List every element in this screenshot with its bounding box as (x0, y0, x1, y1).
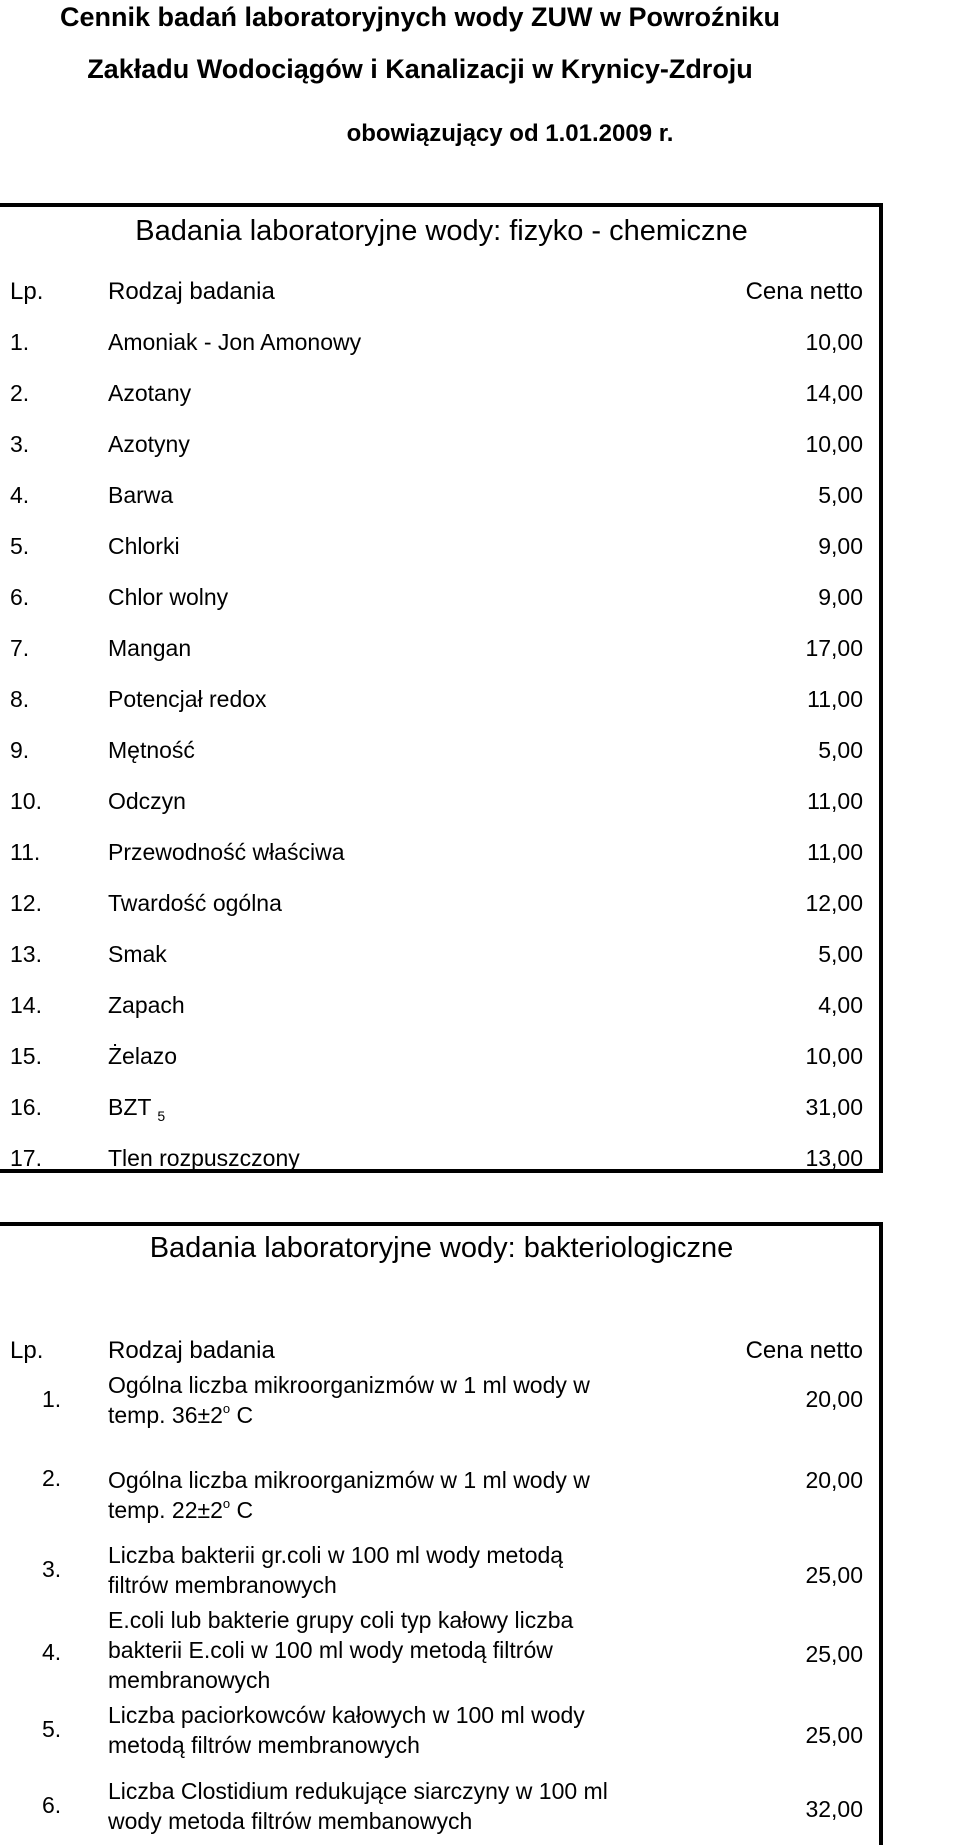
table-row (0, 1082, 883, 1133)
row-price: 32,00 (805, 1796, 863, 1822)
row-name (108, 1605, 728, 1695)
row-price: 25,00 (805, 1562, 863, 1588)
column-lp: Lp. (10, 1337, 44, 1364)
table-row (0, 1133, 883, 1184)
row-name: Odczyn (108, 788, 186, 814)
row-name: Żelazo (108, 1043, 178, 1069)
row-name-text: temp. 22±2 (108, 1497, 223, 1523)
row-name: Mangan (108, 635, 192, 661)
row-lp: 17. (10, 1145, 42, 1171)
row-name-text: C (230, 1402, 254, 1428)
row-price: 20,00 (805, 1467, 863, 1493)
row-lp: 1. (42, 1386, 62, 1412)
table-row (0, 674, 883, 725)
row-price: 10,00 (805, 431, 863, 457)
bacterio-column-headers (0, 1325, 883, 1376)
row-name-line: Liczba Clostidium redukujące siarczyny w 100 ml (108, 1778, 608, 1804)
row-lp: 9. (10, 737, 30, 763)
row-name: Potencjał redox (108, 686, 267, 712)
row-lp: 4. (42, 1639, 62, 1665)
row-name-text: C (230, 1497, 254, 1523)
table-row (0, 827, 883, 878)
column-price: Cena netto (745, 1337, 863, 1364)
row-lp: 14. (10, 992, 42, 1018)
row-name-line: membranowych (108, 1667, 271, 1693)
row-lp: 10. (10, 788, 42, 814)
table-row (0, 623, 883, 674)
row-price: 11,00 (807, 686, 863, 712)
row-lp: 2. (10, 380, 30, 406)
physchem-title: Badania laboratoryjne wody: fizyko - chemiczne (135, 215, 748, 247)
row-name (108, 1465, 728, 1529)
row-lp: 16. (10, 1094, 42, 1120)
row-name-line: Liczba paciorkowców kałowych w 100 ml wody (108, 1702, 585, 1728)
row-lp: 2. (42, 1465, 62, 1491)
row-price: 31,00 (805, 1094, 863, 1120)
row-name-line: Ogólna liczba mikroorganizmów w 1 ml wody w (108, 1467, 590, 1493)
column-price: Cena netto (745, 278, 863, 305)
row-price: 5,00 (818, 482, 863, 508)
row-price: 9,00 (818, 584, 863, 610)
row-lp: 4. (10, 482, 30, 508)
row-price: 10,00 (805, 1043, 863, 1069)
row-name (108, 1776, 728, 1836)
row-name-text: BZT (108, 1094, 152, 1120)
row-lp: 3. (10, 431, 30, 457)
row-lp: 5. (42, 1716, 62, 1742)
row-name-line: wody metoda filtrów membanowych (108, 1808, 473, 1834)
row-price: 14,00 (805, 380, 863, 406)
row-price: 17,00 (805, 635, 863, 661)
row-price: 13,00 (805, 1145, 863, 1171)
row-lp: 7. (10, 635, 30, 661)
degree-superscript: o (222, 1496, 231, 1511)
row-name: Azotyny (108, 431, 190, 457)
document-title: Cennik badań laboratoryjnych wody ZUW w Powroźniku (59, 2, 781, 32)
row-name (108, 1370, 728, 1434)
table-row (0, 521, 883, 572)
row-price: 10,00 (805, 329, 863, 355)
column-lp: Lp. (10, 278, 44, 305)
document-subtitle: Zakładu Wodociągów i Kanalizacji w Krynicy-Zdroju (87, 54, 753, 84)
row-name: Chlorki (108, 533, 180, 559)
row-name: Mętność (108, 737, 195, 763)
column-name: Rodzaj badania (108, 278, 275, 305)
row-name: Amoniak - Jon Amonowy (108, 329, 362, 355)
row-price: 11,00 (807, 839, 863, 865)
row-price: 9,00 (818, 533, 863, 559)
row-price: 5,00 (818, 941, 863, 967)
row-lp: 6. (10, 584, 30, 610)
row-price: 25,00 (805, 1722, 863, 1748)
row-name: Smak (108, 941, 167, 967)
row-name: Przewodność właściwa (108, 839, 345, 865)
validity-date: obowiązujący od 1.01.2009 r. (346, 120, 674, 147)
row-lp: 12. (10, 890, 42, 916)
row-name: Chlor wolny (108, 584, 229, 610)
row-name (108, 1540, 728, 1600)
table-row (0, 317, 883, 368)
row-lp: 3. (42, 1556, 62, 1582)
table-row (0, 419, 883, 470)
table-row (0, 929, 883, 980)
row-lp: 13. (10, 941, 42, 967)
row-name (108, 1094, 166, 1124)
row-price: 5,00 (818, 737, 863, 763)
row-name-line: metodą filtrów membranowych (108, 1732, 420, 1758)
table-row (0, 878, 883, 929)
row-name-line: Ogólna liczba mikroorganizmów w 1 ml wody w (108, 1372, 590, 1398)
table-row (0, 1031, 883, 1082)
row-price: 12,00 (805, 890, 863, 916)
row-name-line: filtrów membranowych (108, 1572, 337, 1598)
row-name-line: Liczba bakterii gr.coli w 100 ml wody metodą (108, 1542, 564, 1568)
table-row (0, 572, 883, 623)
column-name: Rodzaj badania (108, 1337, 275, 1364)
row-lp: 15. (10, 1043, 42, 1069)
row-name: Barwa (108, 482, 174, 508)
row-name: Twardość ogólna (108, 890, 282, 916)
row-name-text: temp. 36±2 (108, 1402, 223, 1428)
row-name-line: bakterii E.coli w 100 ml wody metodą filtrów (108, 1637, 553, 1663)
row-lp: 1. (10, 329, 30, 355)
table-row (0, 470, 883, 521)
table-row (0, 368, 883, 419)
row-name: Zapach (108, 992, 185, 1018)
row-name-line (108, 1400, 728, 1434)
table-row (0, 725, 883, 776)
row-price: 25,00 (805, 1641, 863, 1667)
row-name: Azotany (108, 380, 192, 406)
row-price: 20,00 (805, 1386, 863, 1412)
row-name-line: E.coli lub bakterie grupy coli typ kałowy liczba (108, 1607, 574, 1633)
degree-superscript: o (222, 1401, 231, 1416)
row-lp: 8. (10, 686, 30, 712)
row-name (108, 1700, 728, 1760)
row-price: 11,00 (807, 788, 863, 814)
row-price: 4,00 (818, 992, 863, 1018)
row-name-line (108, 1495, 728, 1529)
row-name: Tlen rozpuszczony (108, 1145, 300, 1171)
bacterio-title: Badania laboratoryjne wody: bakteriologiczne (149, 1232, 734, 1264)
physchem-column-headers (0, 266, 883, 317)
table-row (0, 776, 883, 827)
row-name-subscript: 5 (157, 1108, 166, 1124)
row-lp: 6. (42, 1792, 62, 1818)
row-lp: 11. (10, 839, 41, 865)
table-row (0, 980, 883, 1031)
row-lp: 5. (10, 533, 30, 559)
